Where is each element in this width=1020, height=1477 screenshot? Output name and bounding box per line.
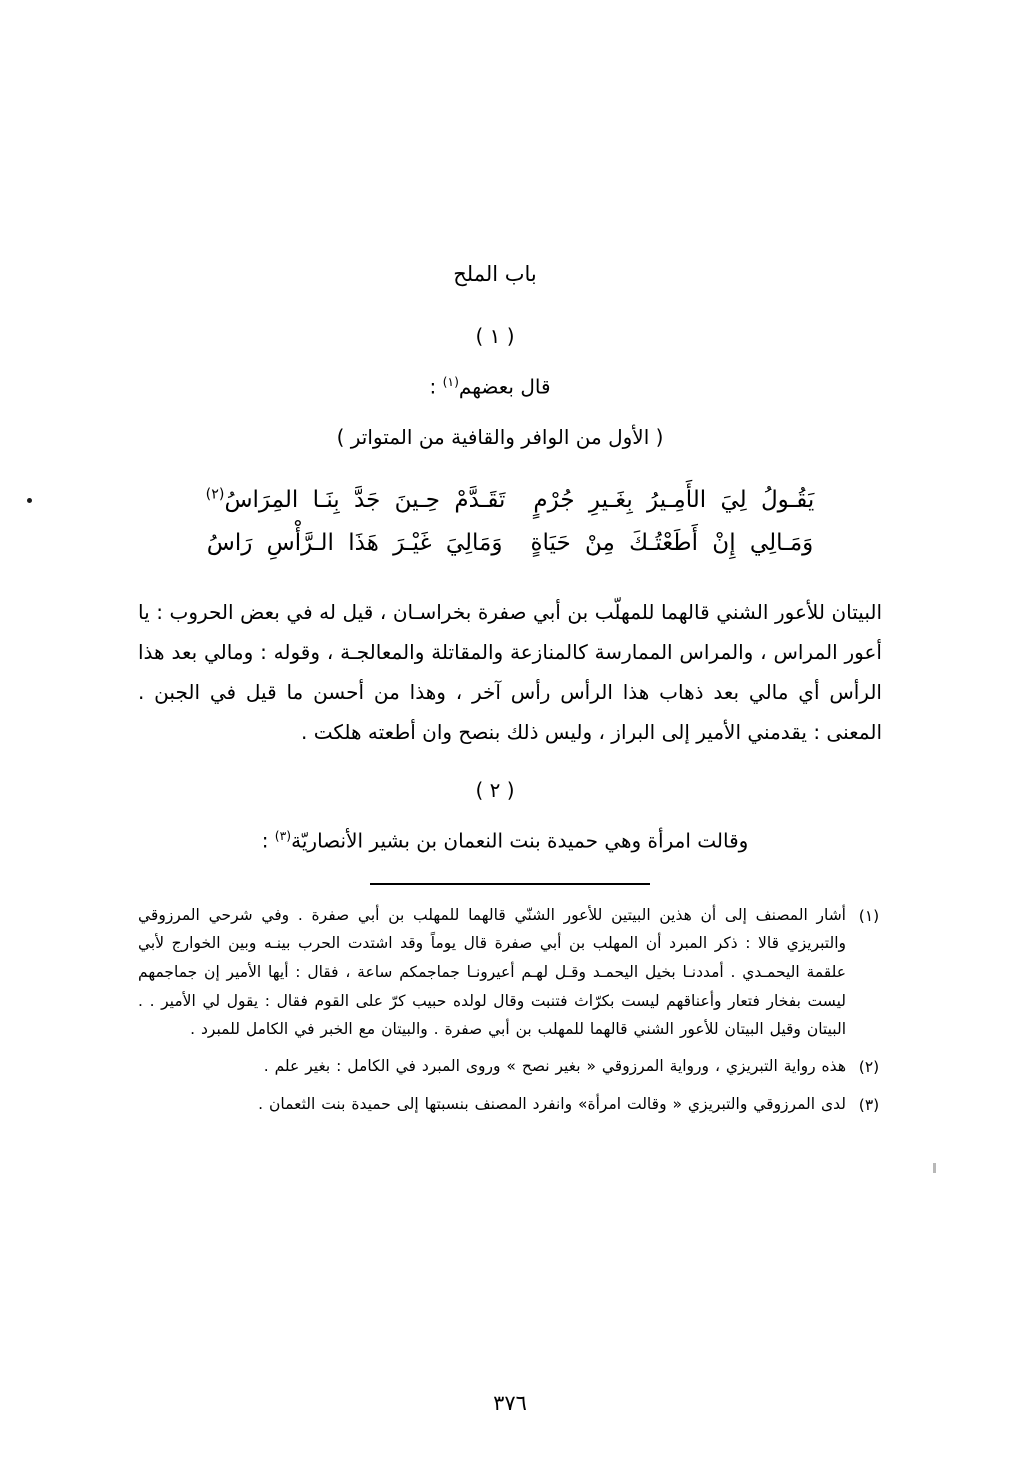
section-number-2: ( ٢ ) bbox=[475, 778, 515, 803]
footnote-text: هذه رواية التبريزي ، ورواية المرزوقي « بغير نصح » وروى المبرد في الكامل : بغير علم . bbox=[263, 1057, 846, 1076]
verse-1-hemistich-2-text: تَقَـدَّمْ حِـينَ جَدَّ بِنَـا المِرَاسُ bbox=[224, 486, 506, 513]
section-2-attribution-colon: : bbox=[261, 828, 275, 853]
footnotes-list bbox=[138, 901, 882, 1120]
verse-block bbox=[138, 479, 882, 566]
footnote-marker: (٢) bbox=[858, 1058, 880, 1077]
footnote-marker: (١) bbox=[858, 906, 880, 925]
verse-line-1 bbox=[138, 479, 882, 523]
footnote-separator bbox=[370, 883, 650, 885]
footnote-marker: (٣) bbox=[858, 1095, 880, 1114]
verse-2-hemistich-2: وَمَالِيَ غَيْـرَ هَذَا الـرَّأْسِ رَاسُ bbox=[206, 530, 503, 557]
page-content bbox=[138, 262, 882, 1127]
footnote-text: لدى المرزوقي والتبريزي « وقالت امرأة» وانفرد المصنف بنسبتها إلى حميدة بنت الثعمان . bbox=[258, 1094, 846, 1113]
section-1-lead bbox=[138, 374, 882, 399]
verse-1-hemistich-1: يَقُـولُ لِيَ الأَمِـيرُ بِغَـيرِ جُرْمٍ bbox=[533, 486, 815, 513]
section-2-footnote-marker: (٣) bbox=[274, 828, 292, 844]
section-number-1: ( ١ ) bbox=[475, 324, 515, 348]
section-1-lead-text: قال بعضهم bbox=[458, 374, 551, 399]
chapter-title: باب الملح bbox=[453, 262, 537, 286]
section-1-commentary: البيتان للأعور الشني قالهما للمهلّب بن أبي صفرة بخراسـان ، قيل له في بعض الحروب : يا أعور المراس ، والمراس الممارسة كالمنازعة والمقاتلة والمعالجـة ، وقوله : ومالي بعد هذا الرأس أي مالي بعد ذهاب هذا الرأس رأس آخر ، وهذا من أحسن ما قيل في الجبن . المعنى : يقدمني الأمير إلى البراز ، وليس ذلك بنصح وان أطعته هلكت . bbox=[138, 600, 882, 745]
verse-1-footnote-marker: (٢) bbox=[205, 486, 225, 502]
section-1-lead-footnote-marker: (١) bbox=[442, 374, 459, 389]
section-2-attribution bbox=[138, 828, 882, 853]
section-1-meter: ( الأول من الوافر والقافية من المتواتر ) bbox=[336, 424, 664, 449]
footnote-item bbox=[138, 1090, 882, 1120]
page-number: ٣٧٦ bbox=[493, 1391, 527, 1415]
section-1-lead-colon: : bbox=[429, 374, 443, 399]
footnote-item bbox=[138, 901, 882, 1044]
verse-1-hemistich-2 bbox=[206, 479, 506, 523]
footnote-item bbox=[138, 1052, 882, 1082]
section-2-attribution-text: وقالت امرأة وهي حميدة بنت النعمان بن بشير الأنصاريّة bbox=[291, 828, 749, 853]
footnote-text: أشار المصنف إلى أن هذين البيتين للأعور الشنّي قالهما للمهلب بن أبي صفرة . وفي شرحي المرزوقي والتبريزي قالا : ذكر المبرد أن المهلب بن أبي صفرة قال يوماً وقد اشتدت الحرب بينـه وبين الخوارج لأبي علقمة اليحمـدي . أمددنـا بخيل اليحمـد وقـل لهـم أعيرونـا جماجمكم ساعة ، فقال : أيها الأمير إن جماجمهم ليست بفخار فتعار وأعناقهم ليست بكرّاث فتنبت وقال لولده حبيب كرّ على القوم فقال : يقول لي الأمير . . البيتان وقيل البيتان للأعور الشني قالهما للمهلب بن أبي صفرة . والبيتان مع الخبر في الكامل للمبرد . bbox=[138, 905, 846, 1039]
verse-line-2 bbox=[138, 522, 882, 566]
margin-ink-dot bbox=[27, 498, 32, 503]
verse-2-hemistich-1: وَمَـالِي إِنْ أَطَعْتُـكَ مِنْ حَيَاةٍ bbox=[530, 530, 814, 557]
margin-ink-speck bbox=[933, 1163, 936, 1173]
